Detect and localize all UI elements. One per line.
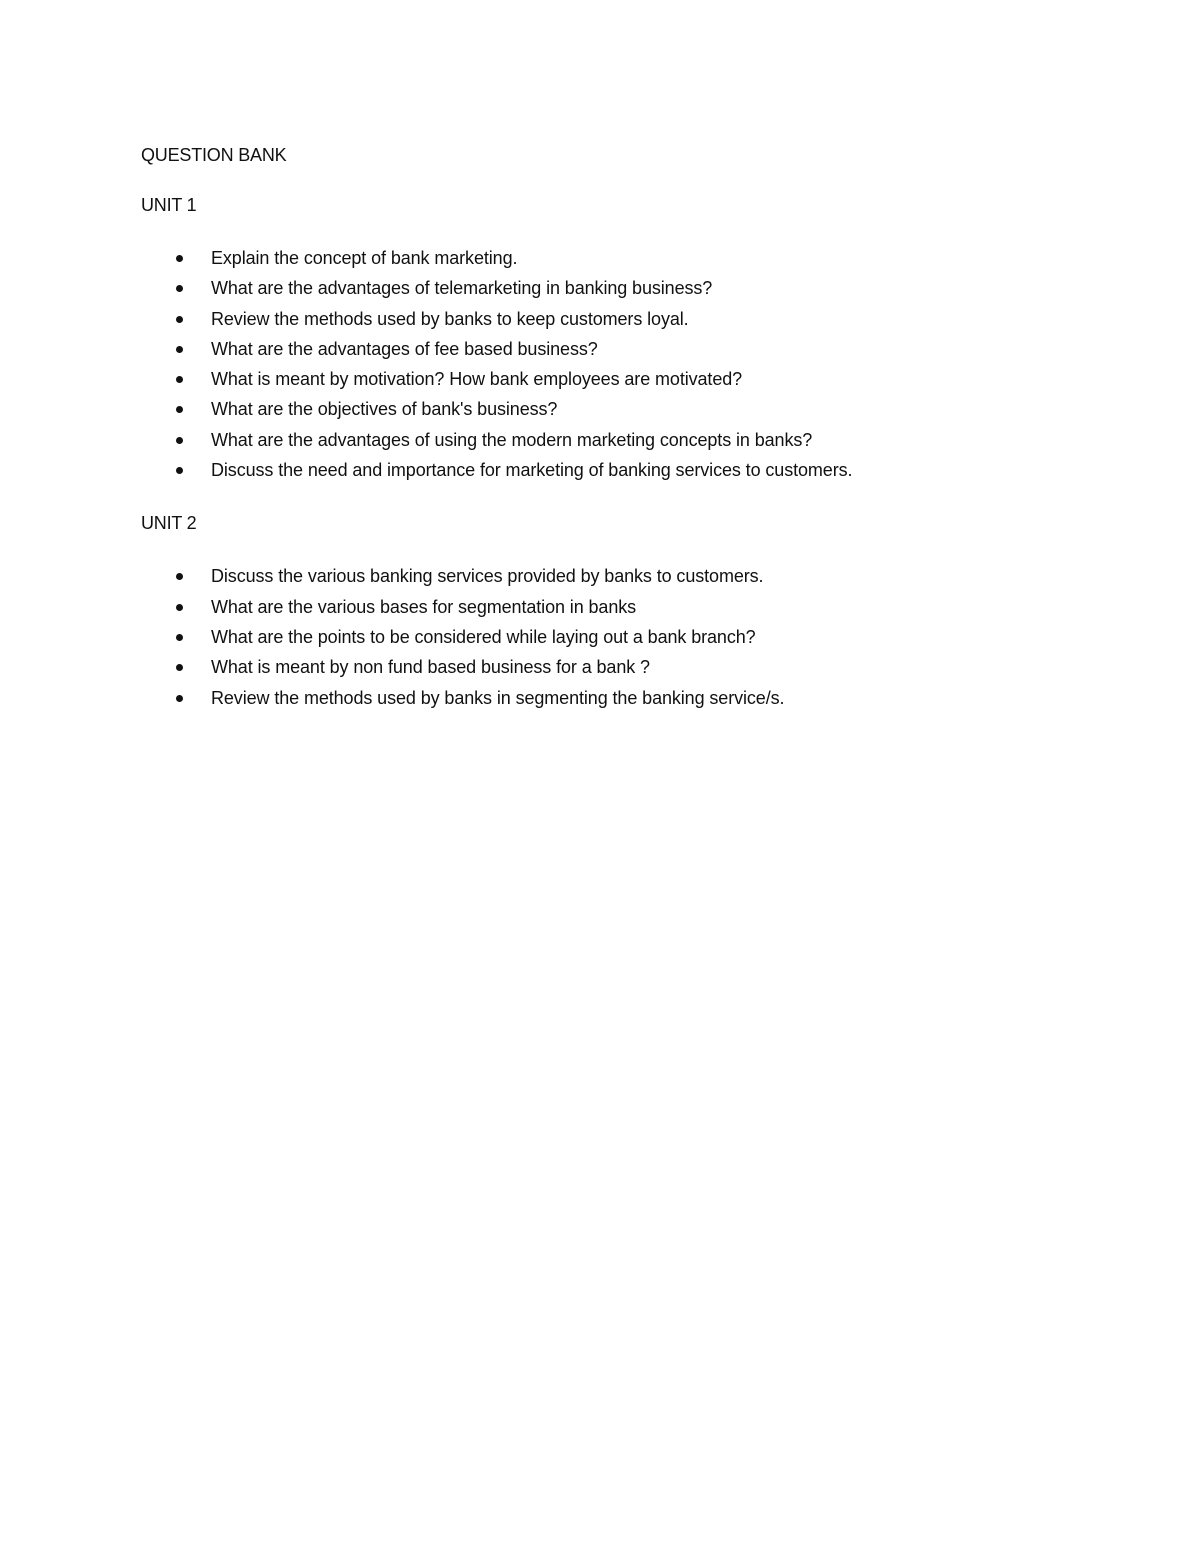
question-text: What are the objectives of bank's business? <box>211 399 558 420</box>
question-text: What are the various bases for segmentation in banks <box>211 596 637 617</box>
unit-2-question-list <box>141 561 1101 712</box>
question-item <box>141 273 1101 303</box>
question-text: What are the points to be considered while laying out a bank branch? <box>211 626 756 647</box>
bullet-icon <box>176 346 183 353</box>
question-item <box>141 394 1101 424</box>
question-item <box>141 243 1101 273</box>
document-content <box>141 143 1101 739</box>
question-item <box>141 425 1101 455</box>
question-item <box>141 304 1101 334</box>
question-text: What is meant by non fund based business for a bank ? <box>211 657 650 678</box>
bullet-icon <box>176 634 183 641</box>
unit-1-heading: UNIT 1 <box>141 195 197 215</box>
question-text: Review the methods used by banks in segmenting the banking service/s. <box>211 687 785 708</box>
bullet-icon <box>176 285 183 292</box>
bullet-icon <box>176 437 183 444</box>
question-item <box>141 334 1101 364</box>
document-title: QUESTION BANK <box>141 145 287 165</box>
bullet-icon <box>176 573 183 580</box>
question-text: What are the advantages of telemarketing in banking business? <box>211 278 713 299</box>
question-item <box>141 652 1101 682</box>
bullet-icon <box>176 255 183 262</box>
question-text: What are the advantages of fee based business? <box>211 338 598 359</box>
question-item <box>141 455 1101 485</box>
bullet-icon <box>176 406 183 413</box>
unit-1-question-list <box>141 243 1101 485</box>
question-item <box>141 561 1101 591</box>
bullet-icon <box>176 604 183 611</box>
bullet-icon <box>176 376 183 383</box>
question-text: What is meant by motivation? How bank employees are motivated? <box>211 369 743 390</box>
bullet-icon <box>176 316 183 323</box>
bullet-icon <box>176 695 183 702</box>
question-item <box>141 592 1101 622</box>
question-text: Explain the concept of bank marketing. <box>211 248 518 268</box>
question-item <box>141 683 1101 713</box>
question-text: Review the methods used by banks to keep customers loyal. <box>211 308 689 329</box>
question-text: Discuss the need and importance for marketing of banking services to customers. <box>211 460 853 481</box>
question-item <box>141 622 1101 652</box>
question-text: What are the advantages of using the modern marketing concepts in banks? <box>211 429 813 450</box>
unit-2-heading: UNIT 2 <box>141 513 197 534</box>
question-text: Discuss the various banking services provided by banks to customers. <box>211 566 764 587</box>
question-item <box>141 364 1101 394</box>
bullet-icon <box>176 467 183 474</box>
bullet-icon <box>176 664 183 671</box>
